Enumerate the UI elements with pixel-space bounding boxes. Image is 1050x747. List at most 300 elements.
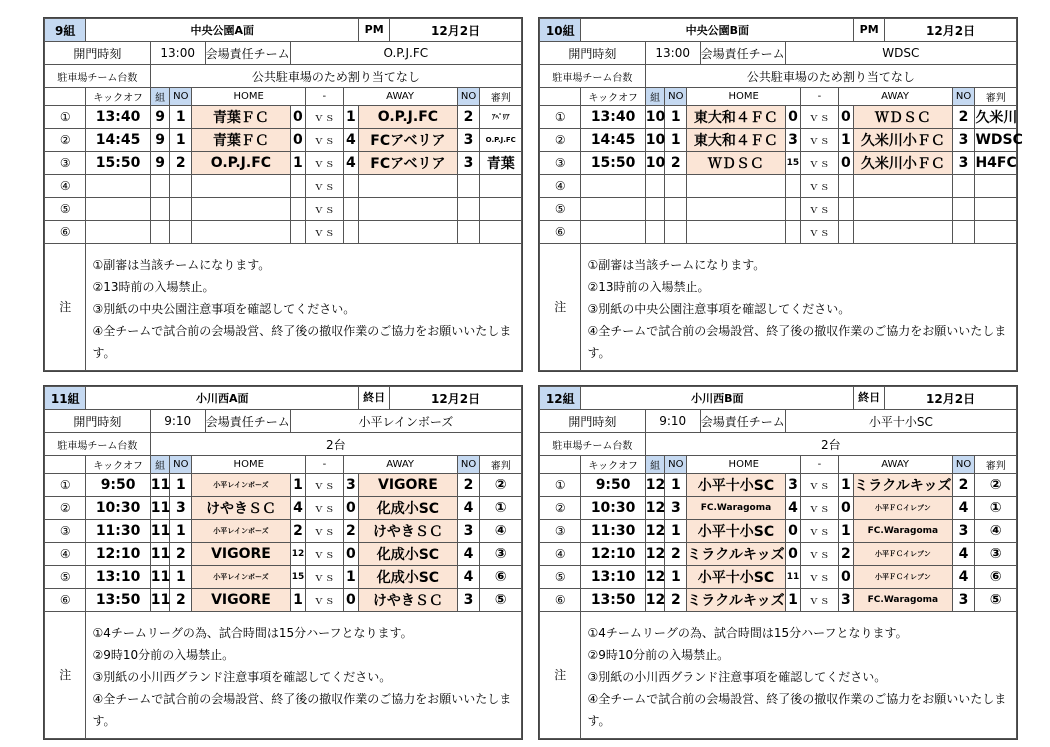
home-header: HOME [687, 88, 801, 106]
referee: ② [975, 474, 1017, 497]
away-number: 2 [457, 106, 480, 129]
vs-label: ｖｓ [801, 175, 838, 198]
match-row [45, 106, 522, 129]
home-score: 15 [290, 566, 306, 589]
away-number: 4 [457, 543, 480, 566]
row-number: ③ [540, 520, 581, 543]
referee: ② [480, 474, 522, 497]
group-number [150, 198, 170, 221]
no-header: NO [952, 456, 975, 474]
away-score: 0 [838, 566, 854, 589]
notes [86, 244, 522, 371]
home-score [785, 198, 801, 221]
note-line: ③別紙の中央公園注意事項を確認してください。 [92, 302, 356, 316]
home-score: 1 [290, 152, 306, 175]
match-row [45, 129, 522, 152]
referee: ⑥ [975, 566, 1017, 589]
vs-label: ｖｓ [306, 474, 343, 497]
home-score: 3 [785, 474, 801, 497]
match-row [45, 566, 522, 589]
group-number: 9 [150, 129, 170, 152]
group-number [150, 175, 170, 198]
home-score [290, 198, 306, 221]
group-number: 12 [645, 589, 665, 612]
no-header: NO [952, 88, 975, 106]
row-number: ② [540, 129, 581, 152]
venue-title: 小川西A面 [86, 387, 359, 410]
note-line: ③別紙の小川西グランド注意事項を確認してください。 [587, 670, 887, 684]
schedule-block [43, 17, 523, 372]
row-number: ③ [45, 520, 86, 543]
home-score [290, 221, 306, 244]
vs-label: ｖｓ [801, 129, 838, 152]
parking-value: 2台 [150, 433, 521, 456]
kickoff-time: 13:10 [581, 566, 645, 589]
group-number: 11 [150, 566, 170, 589]
group-number [645, 175, 665, 198]
away-number [457, 175, 480, 198]
kickoff-time [86, 221, 150, 244]
home-team: ミラクルキッズ [687, 589, 786, 612]
note-label: 注 [540, 244, 581, 371]
kickoff-header: キックオフ [581, 88, 645, 106]
vs-label: ｖｓ [801, 520, 838, 543]
resp-label: 会場責任チーム [700, 414, 785, 429]
group-header: 組 [150, 456, 170, 474]
note-line: ④全チームで試合前の会場設営、終了後の撤収作業のご協力をお願いいたします。 [587, 324, 1007, 360]
away-team: 小平ＦＣイレブン [854, 497, 953, 520]
referee: H4FC [975, 152, 1017, 175]
resp-label: 会場責任チーム [205, 46, 290, 61]
note-line: ④全チームで試合前の会場設営、終了後の撤収作業のご協力をお願いいたします。 [92, 324, 512, 360]
group-number: 12 [645, 474, 665, 497]
kickoff-time: 15:50 [581, 152, 645, 175]
ref-header: 審判 [480, 88, 522, 106]
group-number: 12 [645, 520, 665, 543]
home-score: 1 [785, 589, 801, 612]
away-score: 0 [343, 543, 359, 566]
match-row [540, 221, 1017, 244]
match-row [540, 520, 1017, 543]
group-number: 10 [645, 106, 665, 129]
resp-team: 小平レインボーズ [290, 410, 521, 433]
vs-label: ｖｓ [306, 175, 343, 198]
match-row [45, 497, 522, 520]
row-number: ① [45, 106, 86, 129]
ref-header: 審判 [480, 456, 522, 474]
away-number [457, 198, 480, 221]
vs-label: ｖｓ [801, 152, 838, 175]
home-team: けやきＳＣ [192, 497, 291, 520]
no-header: NO [457, 88, 480, 106]
group-number [645, 198, 665, 221]
date: 12月2日 [926, 23, 976, 38]
row-number: ② [540, 497, 581, 520]
away-score: 0 [838, 152, 854, 175]
no-header: NO [457, 456, 480, 474]
home-team: O.P.J.FC [192, 152, 290, 175]
dash-header: - [801, 88, 838, 106]
referee [975, 175, 1017, 198]
away-team: FCアベリア [359, 152, 457, 175]
match-row [45, 520, 522, 543]
note-line: ③別紙の小川西グランド注意事項を確認してください。 [92, 670, 392, 684]
group-header: 組 [150, 88, 170, 106]
row-number: ④ [540, 543, 581, 566]
match-row [45, 474, 522, 497]
away-score: 1 [838, 129, 854, 152]
period: 終日 [359, 387, 390, 409]
away-number: 2 [457, 474, 480, 497]
away-header: AWAY [838, 456, 952, 474]
away-header: AWAY [838, 88, 952, 106]
row-number: ⑥ [45, 221, 86, 244]
group-number [150, 221, 170, 244]
parking-value: 公共駐車場のため割り当てなし [150, 65, 521, 88]
away-team: ＷＤＳＣ [854, 106, 952, 129]
match-row [540, 543, 1017, 566]
home-team [687, 175, 785, 198]
away-number [952, 198, 975, 221]
away-team [359, 221, 457, 244]
open-time: 13:00 [151, 42, 206, 64]
resp-label: 会場責任チーム [700, 46, 785, 61]
match-row [45, 221, 522, 244]
group-badge: 10組 [540, 19, 581, 42]
row-number: ② [45, 129, 86, 152]
home-number [170, 175, 192, 198]
notes [581, 244, 1017, 371]
home-score: 11 [785, 566, 801, 589]
home-team: 青葉ＦＣ [192, 129, 290, 152]
no-header: NO [665, 88, 687, 106]
home-team: 東大和４ＦＣ [687, 106, 785, 129]
parking-value: 公共駐車場のため割り当てなし [645, 65, 1016, 88]
away-score: 1 [343, 106, 359, 129]
period: PM [854, 19, 885, 41]
open-label: 開門時刻 [540, 42, 646, 65]
away-score: 4 [343, 129, 359, 152]
away-number: 3 [952, 589, 975, 612]
no-header: NO [665, 456, 687, 474]
away-score: 0 [343, 589, 359, 612]
home-number: 3 [170, 497, 192, 520]
match-row [540, 566, 1017, 589]
schedule-block [538, 17, 1023, 372]
dash-header: - [306, 456, 343, 474]
home-team: 小平十小SC [687, 474, 786, 497]
vs-label: ｖｓ [306, 589, 343, 612]
home-team: FC.Waragoma [687, 497, 786, 520]
group-number: 11 [150, 497, 170, 520]
match-row [540, 129, 1017, 152]
kickoff-time: 13:40 [581, 106, 645, 129]
venue-title: 中央公園A面 [86, 19, 359, 42]
vs-label: ｖｓ [801, 497, 838, 520]
row-number: ⑥ [45, 589, 86, 612]
dash-header: - [801, 456, 838, 474]
home-number: 2 [170, 543, 192, 566]
schedule-block [43, 385, 523, 740]
home-number: 2 [665, 589, 687, 612]
home-team [192, 221, 290, 244]
home-score: 15 [785, 152, 801, 175]
vs-label: ｖｓ [306, 221, 343, 244]
home-number: 3 [665, 497, 687, 520]
match-row [540, 175, 1017, 198]
row-number: ④ [540, 175, 581, 198]
home-number [170, 221, 192, 244]
notes [86, 612, 522, 739]
referee: 青葉 [480, 152, 522, 175]
away-team: ミラクルキッズ [854, 474, 953, 497]
vs-label: ｖｓ [801, 543, 838, 566]
venue-title: 中央公園B面 [581, 19, 854, 42]
kickoff-time [86, 175, 150, 198]
open-label: 開門時刻 [45, 42, 151, 65]
home-number: 1 [665, 474, 687, 497]
home-team: 青葉ＦＣ [192, 106, 290, 129]
date: 12月2日 [431, 391, 481, 406]
match-row [45, 152, 522, 175]
vs-label: ｖｓ [801, 198, 838, 221]
date: 12月2日 [431, 23, 481, 38]
home-score: 1 [290, 589, 306, 612]
away-score: 2 [838, 543, 854, 566]
away-team: 小平ＦＣイレブン [854, 566, 953, 589]
group-number: 11 [150, 589, 170, 612]
home-number: 2 [665, 152, 687, 175]
away-team [854, 221, 952, 244]
referee: 久米川 [975, 106, 1017, 129]
away-score [343, 221, 359, 244]
group-header: 組 [645, 88, 665, 106]
kickoff-time [581, 175, 645, 198]
referee: ⑥ [480, 566, 522, 589]
note-line: ①4チームリーグの為、試合時間は15分ハーフとなります。 [92, 626, 413, 640]
parking-value: 2台 [645, 433, 1016, 456]
vs-label: ｖｓ [801, 589, 838, 612]
row-number: ③ [45, 152, 86, 175]
referee [975, 198, 1017, 221]
home-number: 1 [170, 520, 192, 543]
away-score [838, 175, 854, 198]
home-team [192, 175, 290, 198]
kickoff-time: 15:50 [86, 152, 150, 175]
note-line: ①副審は当該チームになります。 [92, 258, 271, 272]
row-number: ⑤ [540, 198, 581, 221]
home-number: 1 [665, 520, 687, 543]
home-number: 2 [665, 543, 687, 566]
home-score: 1 [290, 474, 306, 497]
note-line: ②13時前の入場禁止。 [587, 280, 710, 294]
note-line: ②9時10分前の入場禁止。 [587, 648, 730, 662]
kickoff-time: 12:10 [581, 543, 645, 566]
home-score: 0 [785, 520, 801, 543]
away-team [359, 175, 457, 198]
away-score: 0 [343, 497, 359, 520]
home-score [785, 221, 801, 244]
note-line: ④全チームで試合前の会場設営、終了後の撤収作業のご協力をお願いいたします。 [92, 692, 512, 728]
home-team: 東大和４ＦＣ [687, 129, 785, 152]
away-number: 3 [952, 520, 975, 543]
home-score: 0 [290, 129, 306, 152]
ref-header: 審判 [975, 456, 1017, 474]
vs-label: ｖｓ [306, 152, 343, 175]
group-badge: 9組 [45, 19, 86, 42]
away-number: 4 [457, 497, 480, 520]
away-number: 3 [952, 129, 975, 152]
away-number: 3 [457, 520, 480, 543]
vs-label: ｖｓ [306, 106, 343, 129]
away-score: 3 [838, 589, 854, 612]
note-line: ①副審は当該チームになります。 [587, 258, 766, 272]
home-team [192, 198, 290, 221]
note-line: ②9時10分前の入場禁止。 [92, 648, 235, 662]
home-team: 小平レインボーズ [192, 520, 291, 543]
away-score: 0 [838, 497, 854, 520]
away-team: 化成小SC [359, 497, 458, 520]
home-number: 1 [665, 106, 687, 129]
vs-label: ｖｓ [801, 221, 838, 244]
home-header: HOME [687, 456, 801, 474]
away-score: 0 [838, 106, 854, 129]
match-row [540, 589, 1017, 612]
row-number: ⑥ [540, 221, 581, 244]
group-number: 12 [645, 543, 665, 566]
group-header: 組 [645, 456, 665, 474]
referee: O.P.J.FC [480, 129, 522, 152]
kickoff-time: 11:30 [86, 520, 150, 543]
vs-label: ｖｓ [306, 543, 343, 566]
kickoff-time: 13:10 [86, 566, 150, 589]
note-label: 注 [540, 612, 581, 739]
away-number [952, 175, 975, 198]
row-number: ⑥ [540, 589, 581, 612]
vs-label: ｖｓ [306, 497, 343, 520]
group-badge: 11組 [45, 387, 86, 410]
away-team: けやきＳＣ [359, 589, 458, 612]
no-header: NO [170, 88, 192, 106]
home-number: 1 [170, 474, 192, 497]
referee: ④ [975, 520, 1017, 543]
away-number: 4 [952, 543, 975, 566]
vs-label: ｖｓ [306, 129, 343, 152]
notes [581, 612, 1017, 739]
open-label: 開門時刻 [45, 410, 151, 433]
group-number: 12 [645, 566, 665, 589]
home-number: 1 [665, 129, 687, 152]
away-header: AWAY [343, 88, 457, 106]
parking-label: 駐車場チーム台数 [540, 433, 646, 456]
kickoff-header: キックオフ [86, 456, 150, 474]
no-header: NO [170, 456, 192, 474]
venue-title: 小川西B面 [581, 387, 854, 410]
kickoff-time [581, 221, 645, 244]
away-number [457, 221, 480, 244]
open-time: 13:00 [646, 42, 701, 64]
kickoff-time: 12:10 [86, 543, 150, 566]
note-line: ④全チームで試合前の会場設営、終了後の撤収作業のご協力をお願いいたします。 [587, 692, 1007, 728]
group-number: 11 [150, 520, 170, 543]
home-team: VIGORE [192, 589, 291, 612]
away-score [838, 221, 854, 244]
home-team: VIGORE [192, 543, 291, 566]
group-number: 10 [645, 152, 665, 175]
away-team: けやきＳＣ [359, 520, 458, 543]
row-number: ④ [45, 175, 86, 198]
match-row [540, 497, 1017, 520]
away-team [854, 198, 952, 221]
home-team: 小平十小SC [687, 566, 786, 589]
home-score: 0 [290, 106, 306, 129]
kickoff-time: 9:50 [86, 474, 150, 497]
note-line: ①4チームリーグの為、試合時間は15分ハーフとなります。 [587, 626, 908, 640]
away-team: FCアベリア [359, 129, 457, 152]
away-team: FC.Waragoma [854, 520, 953, 543]
row-number: ⑤ [45, 566, 86, 589]
kickoff-time: 14:45 [86, 129, 150, 152]
kickoff-time: 13:50 [581, 589, 645, 612]
group-badge: 12組 [540, 387, 581, 410]
away-score: 1 [838, 520, 854, 543]
parking-label: 駐車場チーム台数 [45, 433, 151, 456]
date: 12月2日 [926, 391, 976, 406]
group-number [645, 221, 665, 244]
home-header: HOME [192, 456, 306, 474]
kickoff-time: 14:45 [581, 129, 645, 152]
match-row [45, 198, 522, 221]
kickoff-time: 13:40 [86, 106, 150, 129]
away-number: 4 [457, 566, 480, 589]
match-row [45, 175, 522, 198]
match-row [45, 543, 522, 566]
resp-label: 会場責任チーム [205, 414, 290, 429]
row-number: ③ [540, 152, 581, 175]
group-number: 11 [150, 474, 170, 497]
away-score: 3 [343, 474, 359, 497]
period: PM [359, 19, 390, 41]
away-team: 化成小SC [359, 566, 458, 589]
group-number: 12 [645, 497, 665, 520]
home-team: ＷＤＳＣ [687, 152, 785, 175]
home-score: 0 [785, 543, 801, 566]
kickoff-header: キックオフ [86, 88, 150, 106]
away-number: 4 [952, 566, 975, 589]
kickoff-time: 11:30 [581, 520, 645, 543]
group-number: 10 [645, 129, 665, 152]
home-score: 2 [290, 520, 306, 543]
vs-label: ｖｓ [801, 474, 838, 497]
away-team: FC.Waragoma [854, 589, 953, 612]
away-team: VIGORE [359, 474, 458, 497]
away-team: 久米川小ＦＣ [854, 129, 952, 152]
away-team [359, 198, 457, 221]
home-number: 2 [170, 152, 192, 175]
referee: ④ [480, 520, 522, 543]
home-team: 小平レインボーズ [192, 474, 291, 497]
resp-team: 小平十小SC [785, 410, 1016, 433]
home-team: 小平十小SC [687, 520, 786, 543]
open-label: 開門時刻 [540, 410, 646, 433]
home-score: 3 [785, 129, 801, 152]
home-number [665, 221, 687, 244]
row-number: ① [540, 106, 581, 129]
home-score: 0 [785, 106, 801, 129]
away-score: 2 [343, 520, 359, 543]
vs-label: ｖｓ [801, 566, 838, 589]
away-score: 4 [343, 152, 359, 175]
